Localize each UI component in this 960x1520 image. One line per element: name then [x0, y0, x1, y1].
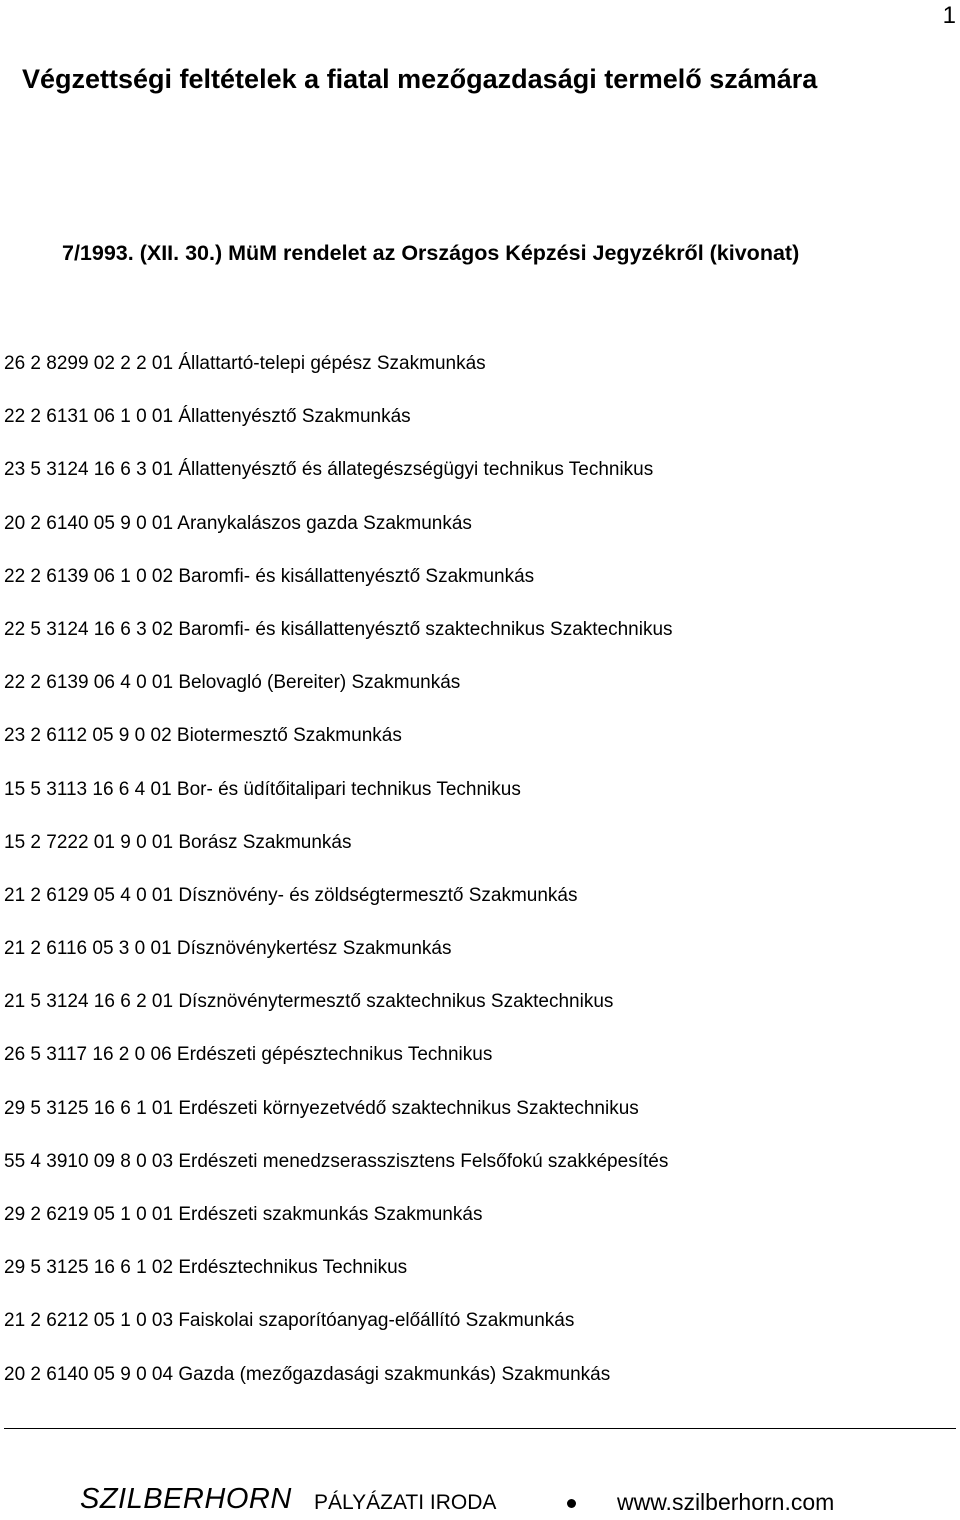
- list-item: 22 2 6139 06 4 0 01 Belovagló (Bereiter) Szakmunkás: [4, 672, 461, 694]
- list-item: 22 2 6139 06 1 0 02 Baromfi- és kisállattenyésztő Szakmunkás: [4, 565, 535, 587]
- list-item: 20 2 6140 05 9 0 04 Gazda (mezőgazdasági szakmunkás) Szakmunkás: [4, 1363, 611, 1385]
- list-item: 29 5 3125 16 6 1 02 Erdésztechnikus Technikus: [4, 1257, 408, 1279]
- list-item: 21 2 6116 05 3 0 01 Dísznövénykertész Szakmunkás: [4, 938, 452, 960]
- list-item: 26 2 8299 02 2 2 01 Állattartó-telepi gépész Szakmunkás: [4, 353, 486, 374]
- list-item: 22 2 6131 06 1 0 01 Állattenyésztő Szakmunkás: [4, 406, 411, 428]
- list-item: 55 4 3910 09 8 0 03 Erdészeti menedzserasszisztens Felsőfokú szakképesítés: [4, 1150, 669, 1172]
- list-item: 21 2 6129 05 4 0 01 Dísznövény- és zöldségtermesztő Szakmunkás: [4, 884, 578, 906]
- list-item: 21 2 6212 05 1 0 03 Faiskolai szaporítóanyag-előállító Szakmunkás: [4, 1310, 575, 1332]
- qualification-list: [4, 349, 673, 1413]
- list-item: 29 5 3125 16 6 1 01 Erdészeti környezetvédő szaktechnikus Szaktechnikus: [4, 1097, 639, 1119]
- list-item: 22 5 3124 16 6 3 02 Baromfi- és kisállattenyésztő szaktechnikus Szaktechnikus: [4, 618, 673, 640]
- footer-brand: SZILBERHORN: [80, 1483, 292, 1515]
- page-footer: [80, 1478, 960, 1515]
- list-item: 23 2 6112 05 9 0 02 Biotermesztő Szakmunkás: [4, 725, 402, 747]
- document-subtitle: 7/1993. (XII. 30.) MüM rendelet az Országos Képzési Jegyzékről (kivonat): [62, 241, 800, 265]
- document-title: Végzettségi feltételek a fiatal mezőgazdasági termelő számára: [22, 64, 818, 94]
- list-item: 29 2 6219 05 1 0 01 Erdészeti szakmunkás Szakmunkás: [4, 1204, 483, 1225]
- footer-office-name: PÁLYÁZATI IRODA: [314, 1491, 497, 1514]
- page-number: 1: [942, 2, 956, 29]
- list-item: 15 2 7222 01 9 0 01 Borász Szakmunkás: [4, 831, 352, 853]
- list-item: 21 5 3124 16 6 2 01 Dísznövénytermesztő szaktechnikus Szaktechnikus: [4, 991, 614, 1013]
- list-item: 15 5 3113 16 6 4 01 Bor- és üdítőitalipari technikus Technikus: [4, 778, 521, 800]
- footer-website-link[interactable]: www.szilberhorn.com: [617, 1489, 835, 1515]
- bullet-dot-icon: [567, 1499, 576, 1508]
- list-item: 23 5 3124 16 6 3 01 Állattenyésztő és állategészségügyi technikus Technikus: [4, 459, 654, 481]
- list-item: 20 2 6140 05 9 0 01 Aranykalászos gazda Szakmunkás: [4, 512, 472, 534]
- list-item: 26 5 3117 16 2 0 06 Erdészeti gépésztechnikus Technikus: [4, 1044, 493, 1066]
- footer-divider: [4, 1428, 956, 1429]
